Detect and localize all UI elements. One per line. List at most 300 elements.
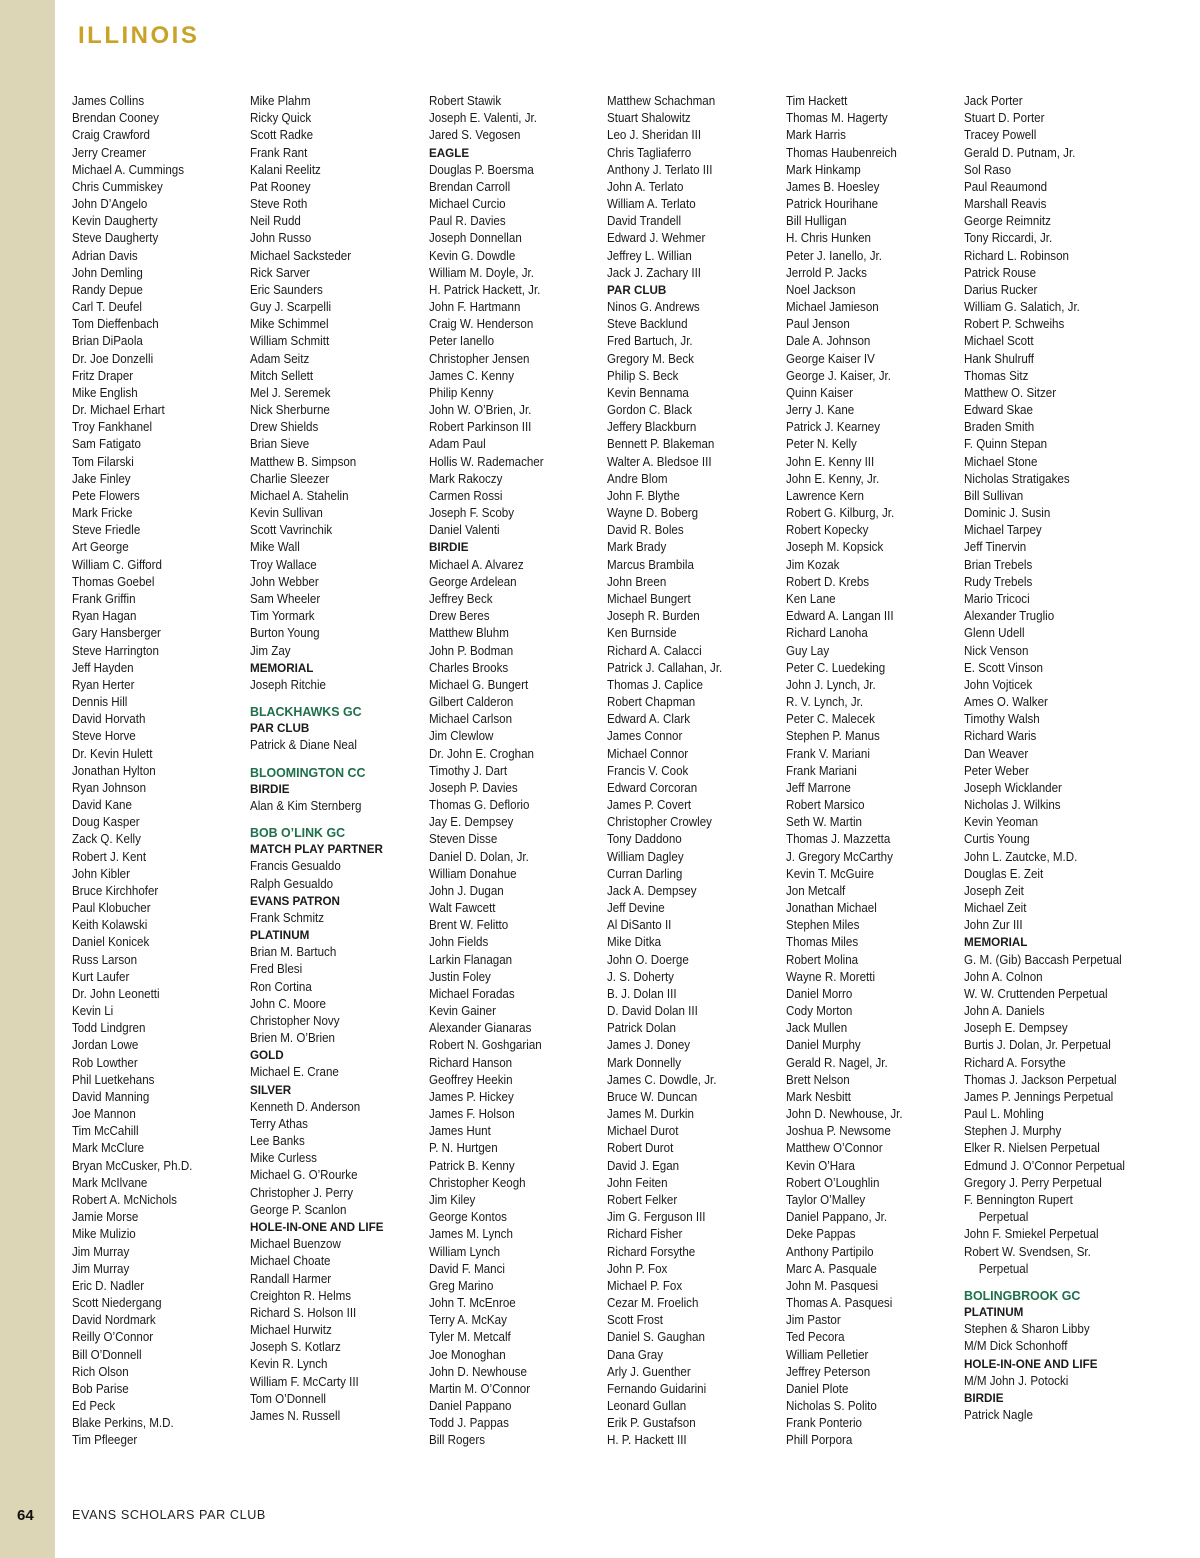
donor-name: Mike Schimmel [250, 317, 329, 332]
donor-name: Michael Jamieson [786, 300, 879, 315]
donor-column-3 [429, 93, 604, 1450]
donor-name: Tim Yormark [250, 609, 315, 624]
donor-name: Michael Stone [964, 454, 1038, 469]
level-heading: MEMORIAL [964, 935, 1028, 950]
donor-name: John W. O’Brien, Jr. [429, 403, 532, 418]
donor-name: George Ardelean [429, 574, 517, 589]
donor-name: Michael A. Stahelin [250, 488, 349, 503]
donor-name: Michael A. Alvarez [429, 557, 524, 572]
donor-name: Ken Lane [786, 591, 836, 606]
donor-name: Michael Choate [250, 1254, 331, 1269]
donor-name: Gary Hansberger [72, 626, 161, 641]
donor-name: Mike Wall [250, 540, 300, 555]
donor-name: John Zur III [964, 918, 1023, 933]
donor-name: John Vojticek [964, 677, 1033, 692]
donor-name: Charles Brooks [429, 660, 509, 675]
donor-name: E. Scott Vinson [964, 660, 1044, 675]
donor-name: Mario Tricoci [964, 591, 1030, 606]
donor-name: Steve Friedle [72, 523, 141, 538]
donor-name: Michael Curcio [429, 197, 506, 212]
donor-name: Kalani Reelitz [250, 162, 321, 177]
donor-name: James F. Holson [429, 1107, 515, 1122]
donor-name: Patrick J. Callahan, Jr. [607, 660, 723, 675]
donor-name: Dr. John E. Croghan [429, 746, 534, 761]
donor-name: Adam Paul [429, 437, 486, 452]
donor-name: John A. Colnon [964, 969, 1043, 984]
donor-name: Joshua P. Newsome [786, 1124, 891, 1139]
donor-name: Bill O’Donnell [72, 1347, 142, 1362]
donor-name: Jack Mullen [786, 1021, 848, 1036]
donor-name: William G. Salatich, Jr. [964, 300, 1080, 315]
donor-name: Sam Wheeler [250, 591, 321, 606]
donor-name: Bryan McCusker, Ph.D. [72, 1158, 193, 1173]
donor-name: Tony Riccardi, Jr. [964, 231, 1053, 246]
donor-name: Pat Rooney [250, 179, 311, 194]
donor-name: Robert D. Krebs [786, 574, 870, 589]
donor-name: Michael A. Cummings [72, 162, 185, 177]
donor-name: Eric Saunders [250, 282, 323, 297]
donor-name: Wayne D. Boberg [607, 506, 699, 521]
donor-name: Jake Finley [72, 471, 131, 486]
club-heading: BLACKHAWKS GC [250, 704, 362, 720]
donor-name: Richard L. Robinson [964, 248, 1069, 263]
donor-name: Burton Young [250, 626, 320, 641]
donor-name: Daniel Pappano [429, 1399, 512, 1414]
donor-name: George P. Scanlon [250, 1202, 347, 1217]
donor-name: Kevin Gainer [429, 1004, 496, 1019]
donor-name: Robert Parkinson III [429, 420, 532, 435]
donor-name: Cezar M. Froelich [607, 1296, 699, 1311]
donor-name: Walt Fawcett [429, 901, 496, 916]
spacer [964, 1278, 1125, 1287]
donor-name: William M. Doyle, Jr. [429, 265, 534, 280]
donor-name: David Nordmark [72, 1313, 156, 1328]
level-heading: GOLD [250, 1048, 284, 1063]
donor-name: Paul L. Mohling [964, 1107, 1044, 1122]
donor-name: Michael Hurwitz [250, 1323, 332, 1338]
donor-name: Frank Schmitz [250, 910, 325, 925]
donor-name: John Demling [72, 265, 143, 280]
level-heading: PAR CLUB [250, 721, 310, 736]
donor-name: Kurt Laufer [72, 969, 130, 984]
donor-name: Doug Kasper [72, 815, 140, 830]
donor-name: Pete Flowers [72, 488, 140, 503]
donor-name: Braden Smith [964, 420, 1035, 435]
donor-name: Phill Porpora [786, 1433, 853, 1448]
donor-name: Richard S. Holson III [250, 1305, 357, 1320]
donor-name: Paul Jenson [786, 317, 850, 332]
donor-name: Jeffery Blackburn [607, 420, 697, 435]
donor-name: Nicholas Stratigakes [964, 471, 1070, 486]
donor-name: Paul Reaumond [964, 179, 1048, 194]
donor-name: Phil Luetkehans [72, 1072, 155, 1087]
donor-name: Richard A. Calacci [607, 643, 702, 658]
donor-name: Jonathan Hylton [72, 763, 156, 778]
donor-name: Stephen & Sharon Libby [964, 1322, 1090, 1337]
donor-name: William Lynch [429, 1244, 501, 1259]
donor-name: Chris Tagliaferro [607, 145, 692, 160]
donor-name: Ames O. Walker [964, 695, 1048, 710]
donor-name: Bob Parise [72, 1381, 129, 1396]
donor-name: Dr. Michael Erhart [72, 403, 165, 418]
donor-name: Kevin Bennama [607, 385, 689, 400]
donor-name: Michael Sacksteder [250, 248, 352, 263]
donor-name: Dennis Hill [72, 695, 128, 710]
donor-name: Carmen Rossi [429, 488, 503, 503]
donor-name: Mark Brady [607, 540, 667, 555]
donor-name: Patrick Nagle [964, 1408, 1033, 1423]
donor-name: Timothy Walsh [964, 712, 1040, 727]
donor-name: John T. McEnroe [429, 1296, 516, 1311]
donor-name: Ron Cortina [250, 979, 312, 994]
donor-name: Richard Hanson [429, 1055, 513, 1070]
level-heading: BIRDIE [250, 781, 290, 796]
donor-name: Scott Niedergang [72, 1296, 162, 1311]
donor-name: Jeffrey L. Willian [607, 248, 692, 263]
donor-name: Kevin T. McGuire [786, 866, 875, 881]
donor-name: Jack A. Dempsey [607, 883, 697, 898]
donor-name: Jim Zay [250, 643, 291, 658]
donor-name: David F. Manci [429, 1261, 505, 1276]
donor-name: Ken Burnside [607, 626, 677, 641]
donor-name: Leo J. Sheridan III [607, 128, 702, 143]
donor-name: Kevin Yeoman [964, 815, 1039, 830]
donor-name: Christopher Novy [250, 1013, 340, 1028]
donor-name: Al DiSanto II [607, 918, 672, 933]
donor-name: Creighton R. Helms [250, 1288, 352, 1303]
donor-name: Nick Sherburne [250, 403, 330, 418]
donor-name: Robert Chapman [607, 695, 696, 710]
donor-name: Blake Perkins, M.D. [72, 1416, 174, 1431]
donor-name: Steve Backlund [607, 317, 688, 332]
donor-name: Kevin G. Dowdle [429, 248, 516, 263]
donor-name: Tracey Powell [964, 128, 1037, 143]
donor-name: Joseph S. Kotlarz [250, 1340, 341, 1355]
level-heading: BIRDIE [429, 540, 469, 555]
donor-name: James C. Kenny [429, 368, 515, 383]
donor-column-4 [607, 93, 782, 1450]
donor-name: Troy Fankhanel [72, 420, 153, 435]
donor-name: Michael E. Crane [250, 1065, 339, 1080]
donor-name: Russ Larson [72, 952, 138, 967]
donor-name: Joseph P. Davies [429, 780, 518, 795]
donor-name: John F. Blythe [607, 488, 680, 503]
donor-name: Nick Venson [964, 643, 1029, 658]
donor-name: James Hunt [429, 1124, 491, 1139]
donor-name: Kevin Sullivan [250, 506, 323, 521]
donor-name: Gordon C. Black [607, 403, 693, 418]
donor-name: John D’Angelo [72, 197, 148, 212]
donor-name: Neil Rudd [250, 214, 301, 229]
donor-name: Jon Metcalf [786, 883, 846, 898]
donor-column-5 [786, 93, 961, 1450]
donor-name: Michael Buenzow [250, 1237, 341, 1252]
donor-name: Matthew O. Sitzer [964, 385, 1057, 400]
donor-name: John E. Kenny III [786, 454, 875, 469]
donor-name: Richard A. Forsythe [964, 1055, 1066, 1070]
state-heading: ILLINOIS [78, 22, 200, 49]
donor-name: Jonathan Michael [786, 901, 877, 916]
donor-name: Bruce W. Duncan [607, 1089, 698, 1104]
donor-name: Terry A. McKay [429, 1313, 507, 1328]
donor-name: Fritz Draper [72, 368, 134, 383]
donor-name: Greg Marino [429, 1278, 494, 1293]
donor-name: Mike Mulizio [72, 1227, 136, 1242]
donor-name: David Horvath [72, 712, 146, 727]
level-heading: HOLE-IN-ONE AND LIFE [964, 1356, 1098, 1371]
donor-name: Kevin O’Hara [786, 1158, 855, 1173]
donor-name: Steve Daugherty [72, 231, 159, 246]
donor-name: Joseph E. Valenti, Jr. [429, 111, 537, 126]
donor-name: Steve Harrington [72, 643, 159, 658]
donor-name: Jim Kozak [786, 557, 840, 572]
donor-name: Bill Rogers [429, 1433, 486, 1448]
donor-name: Daniel Plote [786, 1381, 849, 1396]
donor-name: Richard Fisher [607, 1227, 683, 1242]
donor-name: Thomas J. Jackson Perpetual [964, 1072, 1117, 1087]
donor-name: Stephen P. Manus [786, 729, 880, 744]
donor-name: D. David Dolan III [607, 1004, 698, 1019]
donor-name: Steve Roth [250, 197, 308, 212]
donor-name: James B. Hoesley [786, 179, 880, 194]
page-sidebar-band [0, 0, 55, 1558]
donor-name: John M. Pasquesi [786, 1278, 879, 1293]
donor-name: Carl T. Deufel [72, 300, 142, 315]
donor-name: Quinn Kaiser [786, 385, 853, 400]
donor-name: Bruce Kirchhofer [72, 883, 159, 898]
donor-name: Mike Plahm [250, 94, 311, 108]
donor-name: Michael Connor [607, 746, 689, 761]
donor-name: Francis Gesualdo [250, 859, 341, 874]
donor-name: Jay E. Dempsey [429, 815, 514, 830]
donor-name: Lawrence Kern [786, 488, 864, 503]
donor-name: Brien M. O’Brien [250, 1031, 335, 1046]
donor-name: Jerry J. Kane [786, 403, 855, 418]
donor-name: Joe Mannon [72, 1107, 136, 1122]
donor-name: Robert Felker [607, 1193, 678, 1207]
donor-name: Mark McClure [72, 1141, 145, 1156]
donor-name: Matthew O’Connor [786, 1141, 883, 1156]
donor-name: John F. Hartmann [429, 300, 521, 315]
donor-name: Richard Waris [964, 729, 1037, 744]
donor-name: Mike Ditka [607, 935, 662, 950]
donor-name: Patrick & Diane Neal [250, 738, 357, 753]
donor-name: Todd Lindgren [72, 1021, 146, 1036]
donor-name: John J. Dugan [429, 883, 504, 898]
donor-name: Gregory J. Perry Perpetual [964, 1175, 1102, 1190]
donor-name: J. Gregory McCarthy [786, 849, 893, 864]
donor-name: Walter A. Bledsoe III [607, 454, 712, 469]
donor-name: Jim Murray [72, 1261, 130, 1276]
level-heading: BIRDIE [964, 1390, 1004, 1405]
donor-name: Jack Porter [964, 94, 1023, 108]
donor-name: Fernando Guidarini [607, 1381, 707, 1396]
donor-name: Ryan Johnson [72, 780, 147, 795]
donor-name: Randy Depue [72, 282, 143, 297]
donor-name: Kenneth D. Anderson [250, 1099, 361, 1114]
donor-name: Todd J. Pappas [429, 1416, 509, 1431]
donor-name: Seth W. Martin [786, 815, 862, 830]
donor-name: Jeffrey Peterson [786, 1364, 871, 1379]
donor-name: David J. Egan [607, 1158, 680, 1173]
donor-name: Jim Pastor [786, 1313, 841, 1328]
donor-name: Robert Molina [786, 952, 859, 967]
donor-name: Michael Tarpey [964, 523, 1042, 538]
donor-name: Thomas A. Pasquesi [786, 1296, 893, 1311]
donor-name: James C. Dowdle, Jr. [607, 1072, 717, 1087]
donor-name: Craig W. Henderson [429, 317, 534, 332]
donor-name: Matthew B. Simpson [250, 454, 357, 469]
donor-name: Geoffrey Heekin [429, 1072, 513, 1087]
donor-name: Gilbert Calderon [429, 695, 514, 710]
donor-name: Douglas E. Zeit [964, 866, 1044, 881]
donor-name: Marshall Reavis [964, 197, 1047, 212]
donor-name: Curtis Young [964, 832, 1030, 847]
donor-name: Kevin R. Lynch [250, 1357, 328, 1372]
donor-name: Jim Clewlow [429, 729, 494, 744]
donor-name: H. P. Hackett III [607, 1433, 687, 1448]
donor-name: Thomas Sitz [964, 368, 1029, 383]
donor-name: Edward Corcoran [607, 780, 698, 795]
donor-name: Brent W. Felitto [429, 918, 509, 933]
donor-name: Ryan Herter [72, 677, 135, 692]
donor-name: Joseph Zeit [964, 883, 1024, 898]
donor-name: Deke Pappas [786, 1227, 856, 1242]
donor-name: Peter J. Ianello, Jr. [786, 248, 882, 263]
donor-name: Stephen J. Murphy [964, 1124, 1062, 1139]
donor-name: Brendan Cooney [72, 111, 159, 126]
donor-name: Daniel Pappano, Jr. [786, 1210, 888, 1225]
donor-name: Ed Peck [72, 1399, 116, 1414]
donor-name: Dana Gray [607, 1347, 664, 1362]
donor-name: M/M Dick Schonhoff [964, 1339, 1068, 1354]
spacer [250, 694, 411, 703]
donor-name: Francis V. Cook [607, 763, 689, 778]
donor-name: Robert A. McNichols [72, 1193, 177, 1207]
donor-column-1 [72, 93, 247, 1450]
donor-name: Scott Vavrinchik [250, 523, 333, 538]
donor-name: W. W. Cruttenden Perpetual [964, 986, 1108, 1001]
donor-name: Gerald R. Nagel, Jr. [786, 1055, 888, 1070]
donor-name: James P. Covert [607, 798, 692, 813]
donor-name: Eric D. Nadler [72, 1278, 145, 1293]
donor-column-2 [250, 93, 425, 1425]
donor-name: Rob Lowther [72, 1055, 138, 1070]
donor-name: James J. Doney [607, 1038, 691, 1053]
donor-name: Thomas Goebel [72, 574, 155, 589]
donor-name: Mark Rakoczy [429, 471, 503, 486]
level-heading: PAR CLUB [607, 282, 667, 297]
donor-name: Matthew Schachman [607, 94, 716, 108]
donor-name: Mark Hinkamp [786, 162, 861, 177]
donor-name: P. N. Hurtgen [429, 1141, 498, 1156]
donor-name: Michael G. O’Rourke [250, 1168, 358, 1183]
donor-name: Wayne R. Moretti [786, 969, 876, 984]
donor-name: Stuart Shalowitz [607, 111, 691, 126]
donor-name: Randall Harmer [250, 1271, 332, 1286]
donor-name: Joseph R. Burden [607, 609, 700, 624]
donor-name: John O. Doerge [607, 952, 689, 967]
donor-name: Terry Athas [250, 1116, 308, 1131]
donor-name: Edward A. Langan III [786, 609, 894, 624]
donor-name: Dale A. Johnson [786, 334, 871, 349]
donor-name: David Trandell [607, 214, 682, 229]
donor-name: Ninos G. Andrews [607, 300, 700, 315]
donor-name: Patrick Rouse [964, 265, 1037, 280]
donor-name: John D. Newhouse [429, 1364, 527, 1379]
donor-name: Brian DiPaola [72, 334, 143, 349]
page-number: 64 [17, 1507, 34, 1524]
donor-name: Drew Beres [429, 609, 490, 624]
donor-name: John A. Daniels [964, 1004, 1045, 1019]
donor-name: William Schmitt [250, 334, 330, 349]
donor-name: William Dagley [607, 849, 684, 864]
donor-name: Christopher Crowley [607, 815, 712, 830]
donor-name: Patrick Hourihane [786, 197, 879, 212]
donor-name: Mark Donnelly [607, 1055, 682, 1070]
donor-name: Daniel Morro [786, 986, 853, 1001]
donor-name: Rick Sarver [250, 265, 310, 280]
donor-name: Christopher Keogh [429, 1175, 526, 1190]
donor-name: Nicholas S. Polito [786, 1399, 877, 1414]
donor-name: Drew Shields [250, 420, 319, 435]
donor-name: Robert W. Svendsen, Sr. [964, 1244, 1091, 1259]
donor-name: Jeff Marrone [786, 780, 851, 795]
donor-name: John Breen [607, 574, 667, 589]
donor-name: John P. Fox [607, 1261, 668, 1276]
donor-name: Thomas M. Hagerty [786, 111, 888, 126]
donor-name: John F. Smiekel Perpetual [964, 1227, 1099, 1242]
spacer [250, 755, 411, 764]
donor-name: Kevin Li [72, 1004, 114, 1019]
donor-name: Jim Kiley [429, 1193, 476, 1207]
donor-name: Jeff Tinervin [964, 540, 1027, 555]
donor-name: Guy J. Scarpelli [250, 300, 332, 315]
donor-name: F. Quinn Stepan [964, 437, 1048, 452]
donor-name: Robert P. Schweihs [964, 317, 1065, 332]
donor-name: Scott Radke [250, 128, 314, 143]
donor-name: Joseph Wicklander [964, 780, 1062, 795]
donor-name: Tim Pfleeger [72, 1433, 138, 1448]
donor-name: Frank V. Mariani [786, 746, 870, 761]
donor-name: Erik P. Gustafson [607, 1416, 696, 1431]
donor-name: Keith Kolawski [72, 918, 148, 933]
donor-name: David R. Boles [607, 523, 684, 538]
donor-name: John P. Bodman [429, 643, 514, 658]
donor-name: Robert J. Kent [72, 849, 147, 864]
donor-name: Guy Lay [786, 643, 830, 658]
donor-name: Jerry Creamer [72, 145, 147, 160]
donor-name: Mel J. Seremek [250, 385, 331, 400]
donor-name: Jeff Hayden [72, 660, 134, 675]
donor-name: Alan & Kim Sternberg [250, 798, 362, 813]
donor-name: Tony Daddono [607, 832, 682, 847]
donor-name: Patrick B. Kenny [429, 1158, 515, 1173]
donor-name: Fred Blesi [250, 962, 303, 977]
donor-name: Tyler M. Metcalf [429, 1330, 511, 1345]
donor-name: Kevin Daugherty [72, 214, 158, 229]
donor-name: James Connor [607, 729, 683, 744]
donor-name: Robert Stawik [429, 94, 502, 108]
donor-name: Taylor O’Malley [786, 1193, 866, 1207]
donor-name: Reilly O’Connor [72, 1330, 154, 1345]
donor-name: Mark McIlvane [72, 1175, 148, 1190]
donor-name: Daniel Konicek [72, 935, 150, 950]
donor-name: F. Bennington Rupert [964, 1193, 1073, 1207]
donor-name: Nicholas J. Wilkins [964, 798, 1061, 813]
donor-name: Troy Wallace [250, 557, 317, 572]
donor-name: James M. Lynch [429, 1227, 513, 1242]
